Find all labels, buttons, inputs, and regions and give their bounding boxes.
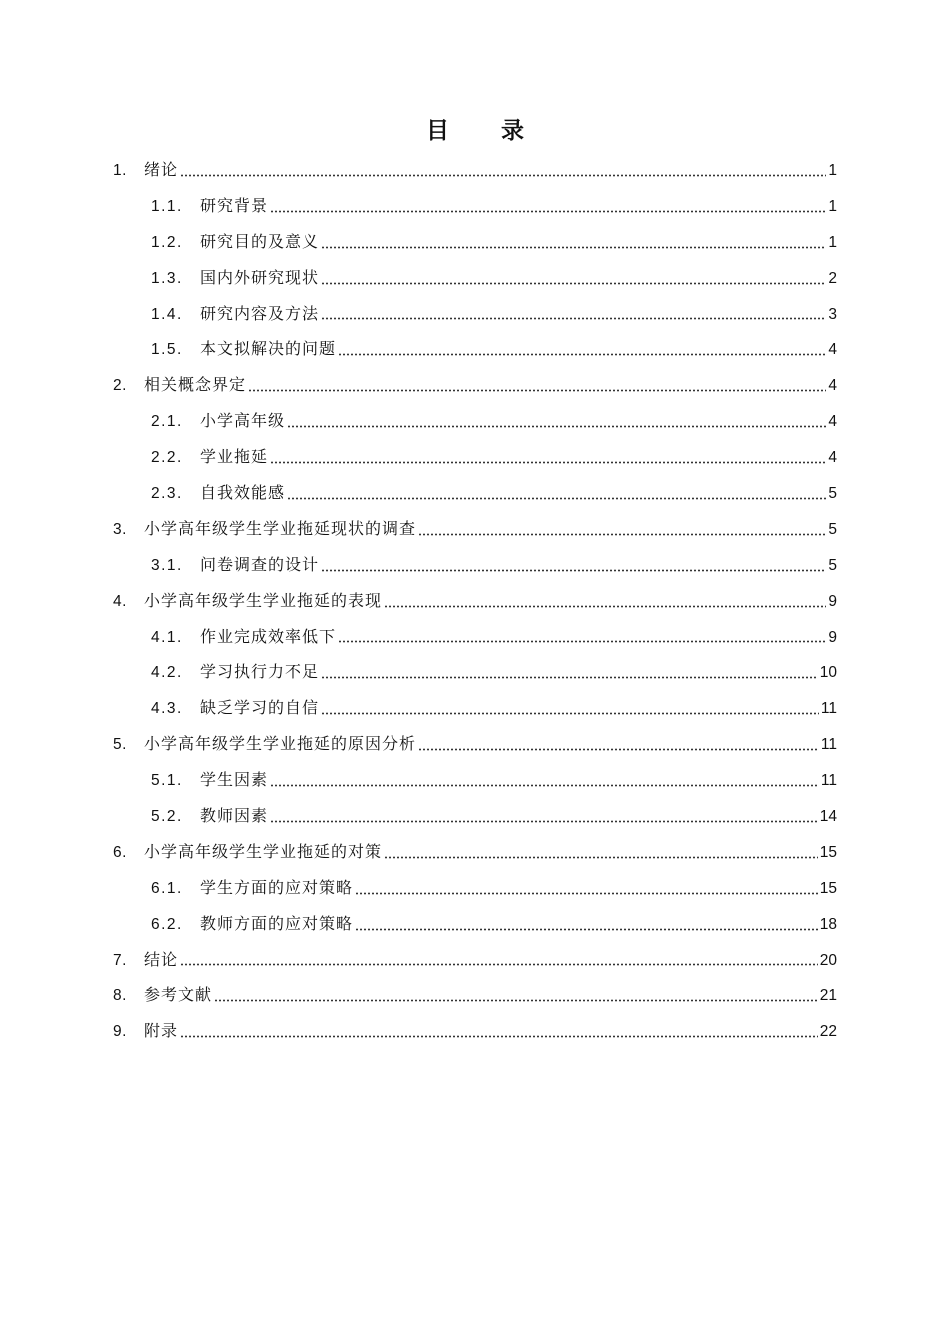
toc-entry-title: 学业拖延 [200, 447, 269, 467]
toc-entry-title: 结论 [144, 949, 179, 969]
toc-title: 目 录 [425, 118, 546, 144]
dot-leader [384, 605, 826, 608]
toc-entry-number: 1.1. [151, 197, 183, 215]
dot-leader [418, 533, 826, 536]
toc-entry-number: 6.2. [151, 915, 183, 933]
dot-leader [180, 174, 826, 177]
dot-leader [270, 784, 819, 787]
dot-leader [321, 569, 826, 572]
toc-entry-title: 学习执行力不足 [200, 662, 320, 682]
toc-entry-title: 教师方面的应对策略 [200, 913, 354, 933]
dot-leader [338, 353, 826, 356]
toc-entry-title: 教师因素 [200, 806, 269, 826]
dot-leader [270, 820, 818, 823]
toc-entry-title: 参考文献 [144, 985, 213, 1005]
toc-entry[interactable] [113, 654, 837, 690]
toc-entry-number: 4. [113, 592, 127, 610]
toc-entry-title: 缺乏学习的自信 [200, 698, 320, 718]
toc-entry-number: 1.5. [151, 341, 183, 359]
dot-leader [321, 246, 826, 249]
toc-entry-page-number: 5 [828, 520, 837, 538]
toc-entry-title: 小学高年级学生学业拖延的原因分析 [144, 734, 417, 754]
toc-entry-number: 1.4. [151, 305, 183, 323]
dot-leader [418, 748, 819, 751]
toc-entry[interactable] [113, 583, 837, 619]
toc-entry[interactable] [113, 296, 837, 332]
toc-entry-number: 6. [113, 843, 127, 861]
dot-leader [384, 856, 818, 859]
toc-entry-page-number: 1 [828, 197, 837, 215]
toc-entry[interactable] [113, 475, 837, 511]
dot-leader [338, 640, 826, 643]
toc-entry-title: 小学高年级学生学业拖延现状的调查 [144, 518, 417, 538]
toc-entry[interactable] [113, 690, 837, 726]
toc-list [113, 152, 837, 1049]
toc-entry-number: 3.1. [151, 556, 183, 574]
toc-entry-page-number: 11 [820, 772, 837, 790]
toc-entry-page-number: 1 [828, 233, 837, 251]
dot-leader [270, 210, 826, 213]
toc-entry[interactable] [113, 224, 837, 260]
toc-entry-title: 自我效能感 [200, 483, 286, 503]
toc-entry-number: 1.2. [151, 233, 183, 251]
toc-entry-title: 绪论 [144, 160, 179, 179]
toc-entry-number: 3. [113, 520, 127, 538]
dot-leader [214, 999, 818, 1002]
toc-entry-title: 本文拟解决的问题 [200, 339, 337, 359]
toc-entry-title: 小学高年级学生学业拖延的表现 [144, 590, 383, 610]
toc-entry-page-number: 4 [828, 449, 837, 467]
toc-entry-number: 9. [113, 1023, 127, 1041]
toc-entry-page-number: 4 [828, 341, 837, 359]
toc-entry-number: 5.2. [151, 808, 183, 826]
toc-entry-page-number: 2 [828, 269, 837, 287]
toc-entry-page-number: 20 [819, 951, 837, 969]
toc-entry-number: 2.2. [151, 449, 183, 467]
toc-entry[interactable] [113, 511, 837, 547]
toc-entry-page-number: 5 [828, 556, 837, 574]
toc-entry-page-number: 3 [828, 305, 837, 323]
toc-entry-title: 研究背景 [200, 195, 269, 215]
toc-entry-page-number: 22 [819, 1023, 837, 1041]
dot-leader [180, 963, 818, 966]
toc-entry-page-number: 10 [819, 664, 837, 682]
toc-entry-page-number: 9 [828, 628, 837, 646]
toc-entry[interactable] [113, 798, 837, 834]
toc-entry[interactable] [113, 942, 837, 978]
toc-entry-title: 小学高年级 [200, 411, 286, 431]
dot-leader [355, 928, 818, 931]
toc-entry-title: 作业完成效率低下 [200, 626, 337, 646]
toc-entry-title: 附录 [144, 1021, 179, 1041]
toc-entry-number: 4.3. [151, 700, 183, 718]
toc-entry[interactable] [113, 762, 837, 798]
toc-entry-title: 研究内容及方法 [200, 303, 320, 323]
toc-entry-page-number: 15 [819, 843, 837, 861]
dot-leader [321, 712, 819, 715]
toc-entry-title: 研究目的及意义 [200, 231, 320, 251]
toc-entry-number: 4.1. [151, 628, 183, 646]
toc-entry-title: 国内外研究现状 [200, 267, 320, 287]
dot-leader [355, 892, 818, 895]
toc-entry-page-number: 18 [819, 915, 837, 933]
toc-entry-title: 相关概念界定 [144, 375, 247, 395]
toc-entry-number: 4.2. [151, 664, 183, 682]
toc-entry-number: 1. [113, 162, 127, 179]
toc-entry-page-number: 1 [828, 162, 837, 179]
toc-entry-number: 1.3. [151, 269, 183, 287]
toc-entry-page-number: 15 [819, 879, 837, 897]
toc-entry[interactable] [113, 331, 837, 367]
toc-entry-page-number: 4 [828, 377, 837, 395]
dot-leader [321, 676, 818, 679]
toc-entry-title: 学生方面的应对策略 [200, 877, 354, 897]
toc-entry-page-number: 11 [820, 736, 837, 754]
toc-entry[interactable] [113, 1013, 837, 1049]
toc-entry-page-number: 5 [828, 485, 837, 503]
dot-leader [180, 1035, 818, 1038]
toc-entry[interactable] [113, 439, 837, 475]
toc-entry-title: 问卷调查的设计 [200, 554, 320, 574]
toc-entry-number: 2.3. [151, 485, 183, 503]
toc-entry[interactable] [113, 834, 837, 870]
toc-entry[interactable] [113, 188, 837, 224]
toc-entry-page-number: 4 [828, 413, 837, 431]
toc-entry[interactable] [113, 403, 837, 439]
toc-entry-number: 2.1. [151, 413, 183, 431]
dot-leader [248, 389, 826, 392]
toc-entry-number: 2. [113, 377, 127, 395]
dot-leader [321, 317, 826, 320]
toc-entry-page-number: 11 [820, 700, 837, 718]
toc-entry[interactable] [113, 726, 837, 762]
toc-entry-page-number: 14 [819, 808, 837, 826]
toc-entry[interactable] [113, 977, 837, 1013]
toc-entry[interactable] [113, 547, 837, 583]
dot-leader [287, 425, 826, 428]
toc-entry-page-number: 21 [819, 987, 837, 1005]
toc-entry-number: 7. [113, 951, 127, 969]
toc-entry-title: 学生因素 [200, 770, 269, 790]
toc-entry[interactable] [113, 152, 837, 188]
toc-entry-number: 6.1. [151, 879, 183, 897]
toc-entry-page-number: 9 [828, 592, 837, 610]
toc-entry-number: 8. [113, 987, 127, 1005]
toc-entry-title: 小学高年级学生学业拖延的对策 [144, 841, 383, 861]
toc-entry[interactable] [113, 619, 837, 655]
toc-entry[interactable] [113, 367, 837, 403]
dot-leader [287, 497, 826, 500]
toc-entry[interactable] [113, 906, 837, 942]
dot-leader [270, 461, 826, 464]
toc-entry-number: 5.1. [151, 772, 183, 790]
toc-entry[interactable] [113, 870, 837, 906]
toc-entry[interactable] [113, 260, 837, 296]
toc-entry-number: 5. [113, 736, 127, 754]
dot-leader [321, 282, 826, 285]
